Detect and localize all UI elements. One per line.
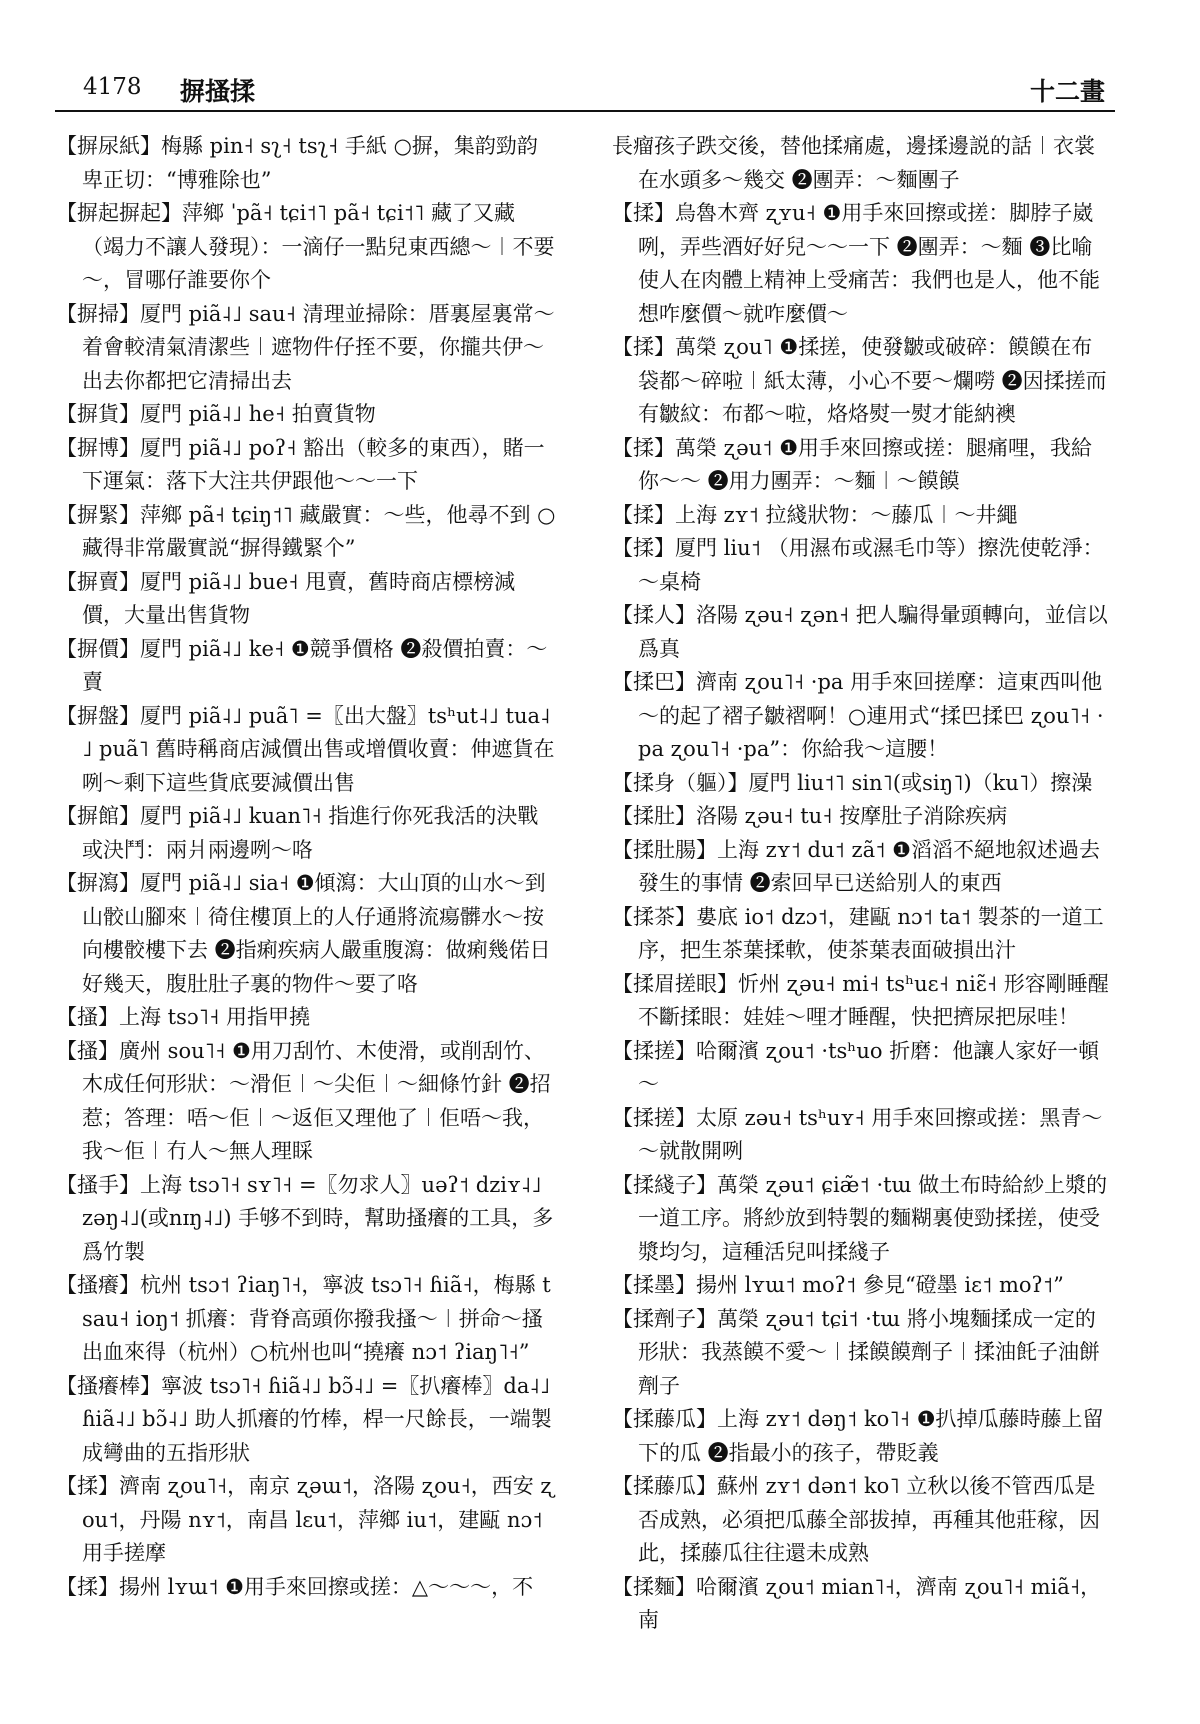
dictionary-entry: 長瘤孩子跌交後，替他揉痛處，邊揉邊説的話︱衣裳在水頭多～幾交 ❷團弄：～麵團子 [612, 134, 1095, 192]
dictionary-entry: 【摒賣】厦門 piã˨˩ bue˧ 甩賣，舊時商店標榜減價，大量出售貨物 [56, 569, 516, 627]
dictionary-entry: 【摒館】厦門 piã˨˩ kuan˥˧ 指進行你死我活的決戰或決鬥：兩爿兩邊咧～咯 [56, 804, 539, 862]
section-label: 十二畫 [1029, 77, 1105, 106]
dictionary-entry: 【搔癢棒】寧波 tsɔ˥˧ ɦiã˨˩ bɔ̃˨˩ =〖扒癢棒〗da˨˩ ɦiã˨˩ bɔ̃˨˩ 助人抓癢的竹棒，桿一尺餘長，一端製成彎曲的五指形狀 [56, 1373, 552, 1465]
dictionary-entry: 【揉茶】婁底 io˦ dzɔ˦，建甌 nɔ˦ ta˦ 製茶的一道工序，把生茶葉揉軟，使茶葉表面破損出汁 [612, 904, 1104, 962]
dictionary-entry: 【摒瀉】厦門 piã˨˩ sia˧ ❶傾瀉：大山頂的山水～到山骹山腳來︱徛住樓頂上的人仔通將流瘍髒水～按向樓骹樓下去 ❷指痢疾病人嚴重腹瀉：做痢幾偌日好幾天，腹肚肚子裏的物件～要了咯 [56, 871, 551, 996]
dictionary-entry: 【揉】揚州 lʏɯ˦ ❶用手來回擦或搓：△～～～，不 [56, 1574, 534, 1599]
dictionary-entry: 【揉肚】洛陽 ʐəu˧ tu˧ 按摩肚子消除疾病 [612, 804, 1008, 828]
dictionary-entry: 【揉藤瓜】蘇州 zʏ˦ dən˦ ko˥ 立秋以後不管西瓜是否成熟，必須把瓜藤全部拔掉，再種其他莊稼，因此，揉藤瓜往往還未成熟 [612, 1474, 1100, 1565]
dictionary-entry: 【揉墨】揚州 lʏɯ˦ moʔ˦ 參見“磴墨 iɛ˦ moʔ˦” [612, 1273, 1064, 1297]
dictionary-entry: 【揉劑子】萬榮 ʐəu˦ tɕi˦ ·tɯ 將小塊麵揉成一定的形狀：我蒸饃不愛～︱揉饃饃劑子︱揉油飥子油餅劑子 [612, 1306, 1100, 1398]
dictionary-entry: 【摒博】厦門 piã˨˩ poʔ˧ 豁出（較多的東西），賭一下運氣：落下大注共伊跟他～～一下 [56, 435, 545, 493]
dictionary-entry: 【揉藤瓜】上海 zʏ˦ dəŋ˦ ko˥˧ ❶扒掉瓜藤時藤上留下的瓜 ❷指最小的孩子，帶貶義 [612, 1407, 1104, 1465]
dictionary-entry: 【揉】萬榮 ʐəu˦ ❶用手來回擦或搓：腿痛哩，我給你～～ ❷用力團弄：～麵︱～饃饃 [612, 435, 1093, 493]
page-header [55, 60, 1115, 112]
dictionary-entry: 【摒緊】萍鄉 pã˧ tɕiŋ˦˥ 藏嚴實：～些，他尋不到 ○藏得非常嚴實説“摒得鐵緊个” [56, 502, 556, 560]
dictionary-entry: 【搔癢】杭州 tsɔ˦ ʔiaŋ˥˧，寧波 tsɔ˥˧ ɦiã˧，梅縣 tsau˧ ioŋ˦ 抓癢：背脊高頭你撥我搔～︱拼命～搔出血來得（杭州）○杭州也叫“撓癢 nɔ˦ ʔiaŋ˥˧” [56, 1273, 551, 1364]
dictionary-entry: 【摒價】厦門 piã˨˩ ke˧ ❶競爭價格 ❷殺價拍賣：～賣 [56, 636, 548, 694]
dictionary-entry: 【摒盤】厦門 piã˨˩ puã˥ =〖出大盤〗tsʰut˨˩ tua˨˩ puã˥ 舊時稱商店減價出售或增價收賣：伸遮貨在咧～剩下這些貨底要減價出售 [56, 703, 555, 795]
dictionary-entry: 【揉】濟南 ʐou˥˧，南京 ʐəɯ˦，洛陽 ʐou˧，西安 ʐou˦，丹陽 nʏ˦，南昌 lɛu˦，萍鄉 iu˦，建甌 nɔ˦ 用手搓摩 [56, 1474, 553, 1565]
dictionary-entry: 【揉搓】哈爾濱 ʐou˦ ·tsʰuo 折磨：他讓人家好一頓～ [612, 1038, 1100, 1096]
page-number: 4178 [83, 74, 142, 100]
dictionary-entry: 【摒掃】厦門 piã˨˩ sau˧ 清理並掃除：厝裏屋裏常～着會較清氣清潔些︱遮物件仔挃不要，你攏共伊～出去你都把它清掃出去 [56, 301, 555, 393]
dictionary-entry: 【揉綫子】萬榮 ʐəu˦ ɕiæ̃˦ ·tɯ 做土布時給紗上漿的一道工序。將紗放到特製的麵糊裏使勁揉搓，使受漿均匀，這種活兒叫揉綫子 [612, 1172, 1108, 1264]
left-column [56, 130, 556, 1690]
dictionary-entry: 【揉眉搓眼】忻州 ʐəu˧ mi˧ tsʰuɛ˧ niɛ̃˧ 形容剛睡醒不斷揉眼：娃娃～哩才睡醒，快把擠尿把尿哇！ [612, 971, 1109, 1029]
dictionary-entry: 【揉】上海 zʏ˦ 拉綫狀物：～藤瓜︱～井繩 [612, 502, 1018, 527]
dictionary-entry: 【揉】烏魯木齊 ʐʏu˧ ❶用手來回擦或搓：脚脖子崴咧，弄些酒好好兒～～一下 ❷團弄：～麵 ❸比喻使人在肉體上精神上受痛苦：我們也是人，他不能想咋麼價～就咋麼價～ [612, 201, 1100, 326]
dictionary-entry: 【搔】上海 tsɔ˥˧ 用指甲撓 [56, 1005, 311, 1029]
dictionary-entry: 【摒起摒起】萍鄉 ˈpã˧ tɕi˦˥ pã˧ tɕi˦˥ 藏了又藏（竭力不讓人發現）：一滴仔一點兒東西總～︱不要～，冒哪仔誰要你个 [56, 201, 555, 292]
right-column [612, 130, 1112, 1690]
dictionary-entry: 【搔手】上海 tsɔ˥˧ sʏ˥˧ =〖勿求人〗uəʔ˦ dziʏ˨˩ zəŋ˨˩(或nɪŋ˨˩) 手够不到時，幫助搔癢的工具，多爲竹製 [56, 1172, 554, 1264]
dictionary-entry: 【揉身（軀）】厦門 liu˦˥ sin˥(或siŋ˥)（ku˥）擦澡 [612, 770, 1093, 795]
dictionary-entry: 【揉肚腸】上海 zʏ˦ du˦ zã˦ ❶滔滔不絕地叙述過去發生的事情 ❷索回早已送給别人的東西 [612, 837, 1100, 895]
dictionary-entry: 【揉巴】濟南 ʐou˥˧ ·pa 用手來回搓摩：這東西叫他～的起了褶子皺褶啊！○連用式“揉巴揉巴 ʐou˥˧ ·pa ʐou˥˧ ·pa”：你給我～這腰！ [612, 670, 1104, 761]
dictionary-entry: 【摒尿紙】梅縣 pin˧ sʅ˧ tsʅ˧ 手紙 ○摒，集韵勁韵卑正切：“博雅除也” [56, 134, 538, 192]
dictionary-entry: 【揉】萬榮 ʐou˥ ❶揉搓，使發皺或破碎：饃饃在布袋都～碎啦︱紙太薄，小心不要～爛嘮 ❷因揉搓而有皺紋：布都～啦，烙烙熨一熨才能納襖 [612, 335, 1107, 426]
dictionary-entry: 【揉搓】太原 zəu˧ tsʰuʏ˧ 用手來回擦或搓：黑青～～就散開咧 [612, 1105, 1103, 1163]
dictionary-entry: 【揉人】洛陽 ʐəu˧ ʐən˧ 把人騙得暈頭轉向，並信以爲真 [612, 603, 1108, 661]
dictionary-entry: 【揉】厦門 liu˦ （用濕布或濕毛巾等）擦洗使乾淨：～桌椅 [612, 536, 1104, 594]
dictionary-entry: 【摒貨】厦門 piã˨˩ he˧ 拍賣貨物 [56, 402, 376, 426]
dictionary-entry: 【揉麵】哈爾濱 ʐou˦ mian˥˧，濟南 ʐou˥˧ miã˧，南 [612, 1574, 1102, 1632]
dictionary-entry: 【搔】廣州 sou˥˧ ❶用刀刮竹、木使滑，或削刮竹、木成任何形狀：～滑佢︱～尖佢︱～細條竹針 ❷招惹；答理：唔～佢︱～返佢又理他了︱佢唔～我，我～佢︱冇人～無人理睬 [56, 1038, 551, 1163]
running-head-title: 摒搔揉 [180, 77, 256, 106]
